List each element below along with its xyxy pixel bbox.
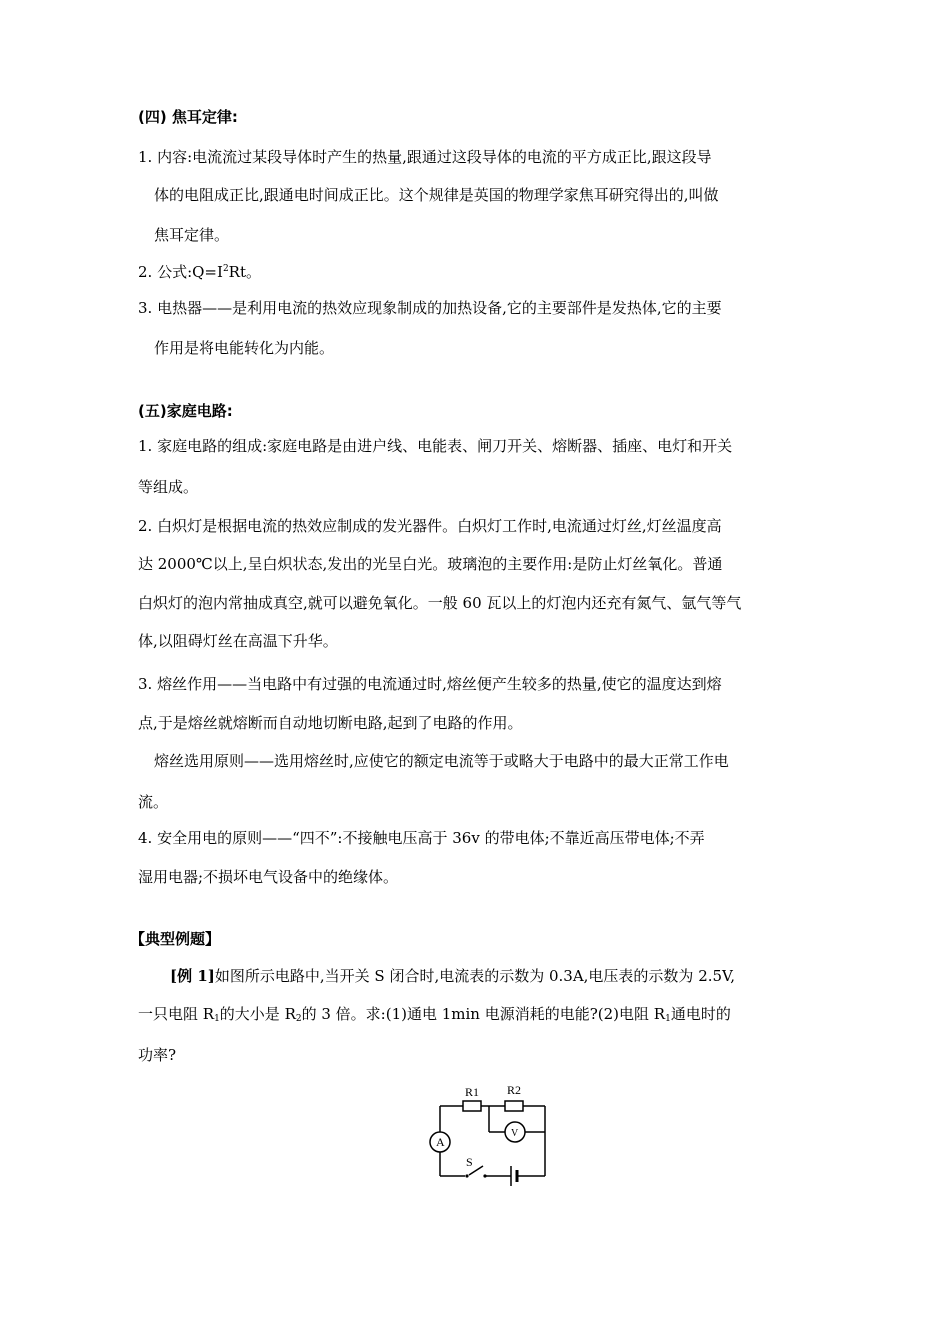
switch-contact-left <box>465 1174 468 1177</box>
ex1-sub-2: 2 <box>295 1014 302 1024</box>
example1-tag: [例 1] <box>170 967 215 985</box>
section5-title: (五)家庭电路: <box>138 402 233 420</box>
section5-item1-line1: 1. 家庭电路的组成:家庭电路是由进户线、电能表、闸刀开关、熔断器、插座、电灯和开关 <box>138 437 733 455</box>
ex1-sub-1: 1 <box>214 1014 220 1024</box>
formula-suffix: Rt。 <box>228 263 261 281</box>
section4-item1-line1: 1. 内容:电流流过某段导体时产生的热量,跟通过这段导体的电流的平方成正比,跟这段导 <box>138 148 712 166</box>
label-voltmeter: V <box>511 1128 519 1139</box>
section4-item1-line2: 体的电阻成正比,跟通电时间成正比。这个规律是英国的物理学家焦耳研究得出的,叫做 <box>154 186 719 204</box>
ex1-text-c: 的 3 倍。求:(1)通电 1min 电源消耗的电能?(2)电阻 R <box>301 1005 666 1023</box>
switch-contact-right <box>483 1174 486 1177</box>
formula-superscript: 2 <box>222 264 229 274</box>
resistor-r1 <box>463 1101 481 1111</box>
example1-line1 <box>170 966 735 986</box>
section4-item3-line1: 3. 电热器——是利用电流的热效应现象制成的加热设备,它的主要部件是发热体,它的主要 <box>138 299 722 317</box>
section5-item4-line1: 4. 安全用电的原则——“四不”:不接触电压高于 36v 的带电体;不靠近高压带电体;不弄 <box>138 829 705 847</box>
section4-item2-formula <box>138 262 261 282</box>
resistor-r2 <box>505 1101 523 1111</box>
example1-line3: 功率? <box>138 1046 177 1064</box>
section4-title: (四) 焦耳定律: <box>138 108 238 126</box>
section5-item2-line1: 2. 白炽灯是根据电流的热效应制成的发光器件。白炽灯工作时,电流通过灯丝,灯丝温度高 <box>138 517 722 535</box>
example1-line2 <box>138 1004 731 1024</box>
formula-prefix: 2. 公式:Q=I <box>138 263 223 281</box>
section4-item3-line2: 作用是将电能转化为内能。 <box>154 339 335 357</box>
ex1-text-b: 的大小是 R <box>219 1005 296 1023</box>
section5-item2-line4: 体,以阻碍灯丝在高温下升华。 <box>138 632 338 650</box>
label-ammeter: A <box>436 1135 445 1149</box>
label-switch: S <box>466 1155 473 1169</box>
section5-item3-line1: 3. 熔丝作用——当电路中有过强的电流通过时,熔丝便产生较多的热量,使它的温度达到熔 <box>138 675 722 693</box>
section4-item1-line3: 焦耳定律。 <box>154 226 230 244</box>
example1-line1-text: 如图所示电路中,当开关 S 闭合时,电流表的示数为 0.3A,电压表的示数为 2.5V, <box>214 967 736 985</box>
section5-item2-line3: 白炽灯的泡内常抽成真空,就可以避免氧化。一般 60 瓦以上的灯泡内还充有氮气、氩气等气 <box>138 594 742 612</box>
section5-item3-line2: 点,于是熔丝就熔断而自动地切断电路,起到了电路的作用。 <box>138 714 523 732</box>
section5-item3b-line2: 流。 <box>138 793 169 811</box>
label-r2: R2 <box>507 1083 522 1097</box>
section5-item1-line2: 等组成。 <box>138 478 199 496</box>
section5-item4-line2: 湿用电器;不损坏电气设备中的绝缘体。 <box>138 868 399 886</box>
section5-item3b-line1: 熔丝选用原则——选用熔丝时,应使它的额定电流等于或略大于电路中的最大正常工作电 <box>154 752 729 770</box>
ex1-sub-3: 1 <box>665 1014 671 1024</box>
ex1-text-d: 通电时的 <box>670 1005 731 1023</box>
examples-title: 【典型例题】 <box>130 930 221 948</box>
ex1-text-a: 一只电阻 R <box>138 1005 215 1023</box>
circuit-diagram <box>425 1076 565 1188</box>
section5-item2-line2: 达 2000℃以上,呈白炽状态,发出的光呈白光。玻璃泡的主要作用:是防止灯丝氧化。普通 <box>138 555 723 573</box>
label-r1: R1 <box>465 1085 480 1099</box>
